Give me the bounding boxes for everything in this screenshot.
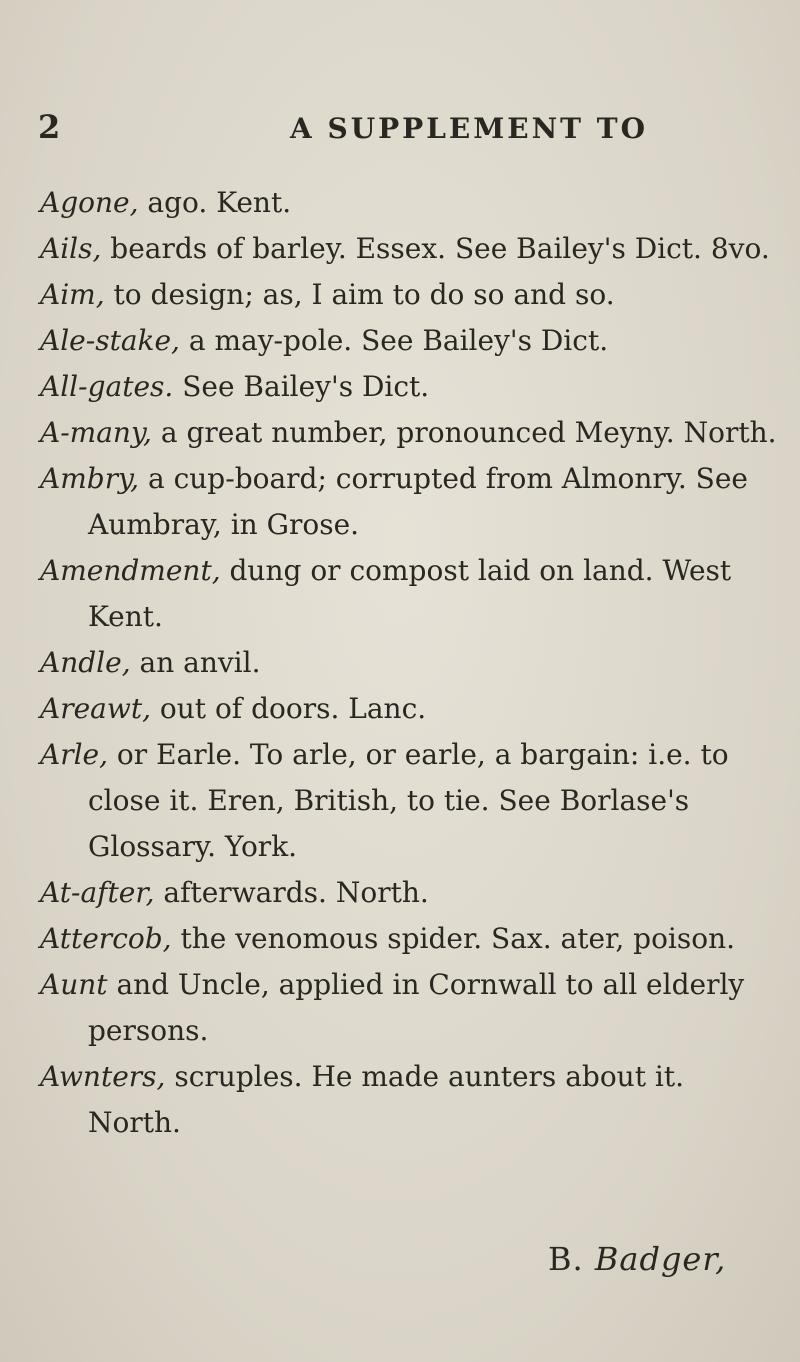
definition: and Uncle, applied in Cornwall to all elderly persons. <box>88 968 745 1047</box>
definition: a may-pole. See Bailey's Dict. <box>179 324 609 357</box>
glossary-entry <box>40 548 780 640</box>
headword: Amendment, <box>40 554 221 587</box>
headword: Aim, <box>40 278 105 311</box>
glossary-entry <box>40 318 780 364</box>
definition: ago. Kent. <box>138 186 292 219</box>
headword: At-after, <box>40 876 155 909</box>
glossary-entry <box>40 456 780 548</box>
headword: Arle, <box>40 738 109 771</box>
headword: Andle, <box>40 646 131 679</box>
glossary-entry <box>40 870 780 916</box>
glossary-entry <box>40 410 780 456</box>
page-number: 2 <box>38 108 61 146</box>
definition: afterwards. North. <box>154 876 429 909</box>
headword: Attercob, <box>40 922 172 955</box>
headword: All-gates. <box>40 370 174 403</box>
signature-name: Badger, <box>594 1240 727 1278</box>
glossary-entry <box>40 962 780 1054</box>
headword: A-many, <box>40 416 152 449</box>
headword: Areawt, <box>40 692 151 725</box>
definition: See Bailey's Dict. <box>173 370 430 403</box>
definition: to design; as, I aim to do so and so. <box>104 278 615 311</box>
definition: a cup-board; corrupted from Almonry. See Aumbray, in Grose. <box>88 462 748 541</box>
headword: Ambry, <box>40 462 140 495</box>
headword: Ails, <box>40 232 102 265</box>
glossary-entry <box>40 640 780 686</box>
headword: Aunt <box>40 968 108 1001</box>
definition: or Earle. To arle, or earle, a bargain: i.e. to close it. Eren, British, to tie. See Borlase's Glossary. York. <box>88 738 729 863</box>
signature <box>548 1240 726 1278</box>
glossary-entry <box>40 916 780 962</box>
glossary-entry <box>40 364 780 410</box>
glossary-entry <box>40 686 780 732</box>
glossary-entry <box>40 732 780 870</box>
glossary-entry <box>40 272 780 318</box>
page-header <box>38 108 778 158</box>
definition: the venomous spider. Sax. ater, poison. <box>171 922 736 955</box>
glossary-entry <box>40 180 780 226</box>
glossary-entry <box>40 226 780 272</box>
definition: an anvil. <box>130 646 261 679</box>
definition: beards of barley. Essex. See Bailey's Dict. 8vo. <box>101 232 770 265</box>
headword: Ale-stake, <box>40 324 180 357</box>
definition: scruples. He made aunters about it. North. <box>88 1060 684 1139</box>
glossary-entries <box>40 180 780 1146</box>
definition: a great number, pronounced Meyny. North. <box>151 416 777 449</box>
running-head: A SUPPLEMENT TO <box>290 112 648 145</box>
signature-initial: B. <box>548 1240 584 1278</box>
headword: Awnters, <box>40 1060 166 1093</box>
definition: dung or compost laid on land. West Kent. <box>88 554 732 633</box>
headword: Agone, <box>40 186 139 219</box>
definition: out of doors. Lanc. <box>151 692 427 725</box>
glossary-entry <box>40 1054 780 1146</box>
